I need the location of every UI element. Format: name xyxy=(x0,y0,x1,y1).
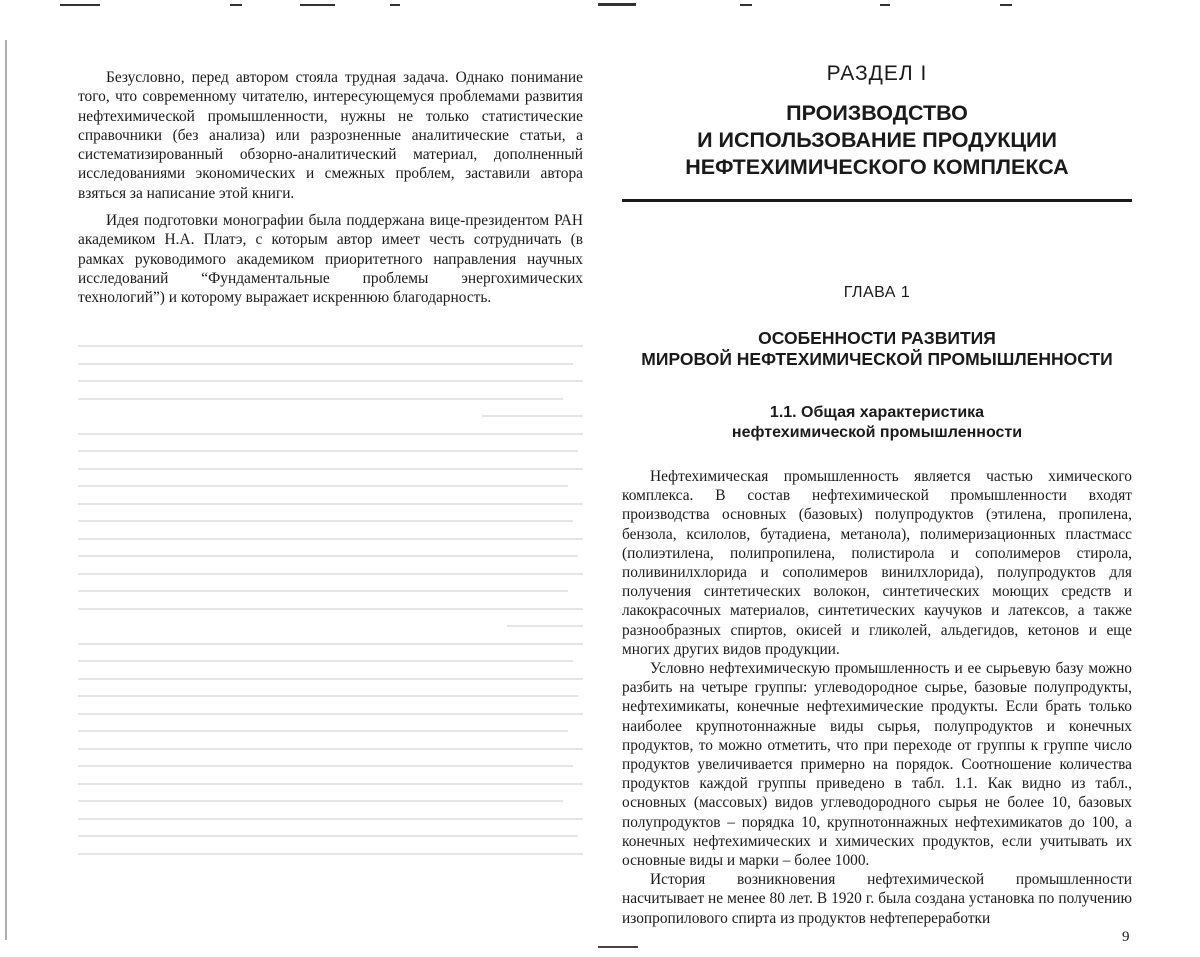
section-title-line-2: нефтехимической промышленности xyxy=(731,424,1023,441)
chapter-title xyxy=(622,328,1132,370)
book-title-line-2: И ИСПОЛЬЗОВАНИЕ ПРОДУКЦИИ xyxy=(697,128,1057,152)
faded-bleedthrough-text xyxy=(78,345,583,930)
left-page xyxy=(78,68,583,316)
section-title-line-1: 1.1. Общая характеристика xyxy=(769,404,985,421)
page-number: 9 xyxy=(1122,929,1130,945)
chapter-title-line-1: ОСОБЕННОСТИ РАЗВИТИЯ xyxy=(758,328,996,348)
right-paragraph-3: История возникновения нефтехимической промышленности насчитывает не менее 80 лет. В 1920 г. была создана установка по получению изопропилового спирта из продуктов нефтепереработки xyxy=(622,871,1132,927)
chapter-label: ГЛАВА 1 xyxy=(843,284,911,301)
section-divider xyxy=(622,199,1132,202)
right-body xyxy=(622,467,1132,928)
scan-top-edge xyxy=(0,0,1200,10)
chapter-title-line-2: МИРОВОЙ НЕФТЕХИМИЧЕСКОЙ ПРОМЫШЛЕННОСТИ xyxy=(641,349,1113,369)
right-paragraph-2: Условно нефтехимическую промышленность и ее сырьевую базу можно разбить на четыре группы: углеводородное сырье, базовые полупродукты, нефтехимикаты, конечные нефтехимические продукты. Если брать только наиболее крупнотоннажные виды сырья, полупродуктов и конечных продуктов, то можно отметить, что при переходе от группы к группе число продуктов увеличивается примерно на порядок. Соотношение количества продуктов каждой группы приведено в табл. 1.1. Как видно из табл., основных (массовых) видов углеводородного сырья не более 10, базовых полупродуктов – порядка 10, крупнотоннажных нефтехимикатов до 100, а конечных нефтехимических и химических продуктов, если учитывать их основные виды и марки – более 1000. xyxy=(622,660,1132,870)
book-title-line-3: НЕФТЕХИМИЧЕСКОГО КОМПЛЕКСА xyxy=(685,155,1069,179)
right-paragraph-1: Нефтехимическая промышленность является частью химического комплекса. В состав нефтехимической промышленности входят производства основных (базовых) полупродуктов (этилена, пропилена, бензола, ксилолов, бутадиена, метанола), полимеризационных пластмасс (полиэтилена, полипропилена, полистирола и сополимеров стирола, поливинилхлорида и сополимеров винилхлорида), полупродуктов для получения синтетических волокон, синтетических моющих средств и лакокрасочных материалов, синтетических каучуков и латексов, а также разнообразных спиртов, окисей и гликолей, альдегидов, кетонов и еще многих других видов продукции. xyxy=(622,468,1132,658)
book-title-line-1: ПРОИЗВОДСТВО xyxy=(786,101,968,125)
scan-left-edge xyxy=(5,40,7,940)
section-label: РАЗДЕЛ I xyxy=(826,62,928,85)
right-page xyxy=(622,60,1132,928)
section-title xyxy=(622,403,1132,443)
book-title xyxy=(622,100,1132,181)
left-paragraph-2: Идея подготовки монографии была поддержана вице-президентом РАН академиком Н.А. Платэ, с которым автор имеет честь сотрудничать (в рамках руководимого академиком приоритетного направления научных исследований “Фундаментальные проблемы энергохимических технологий”) и которому выражает искреннюю благодарность. xyxy=(78,212,583,307)
scan-smudge xyxy=(598,946,638,948)
left-paragraph-1: Безусловно, перед автором стояла трудная задача. Однако понимание того, что современному читателю, интересующемуся проблемами развития нефтехимической промышленности, нужны не только статистические справочники (без анализа) или разрозненные аналитические статьи, а систематизированный обзорно-аналитический материал, дополненный исследованиями экономических и смежных проблем, заставили автора взяться за написание этой книги. xyxy=(78,69,583,202)
